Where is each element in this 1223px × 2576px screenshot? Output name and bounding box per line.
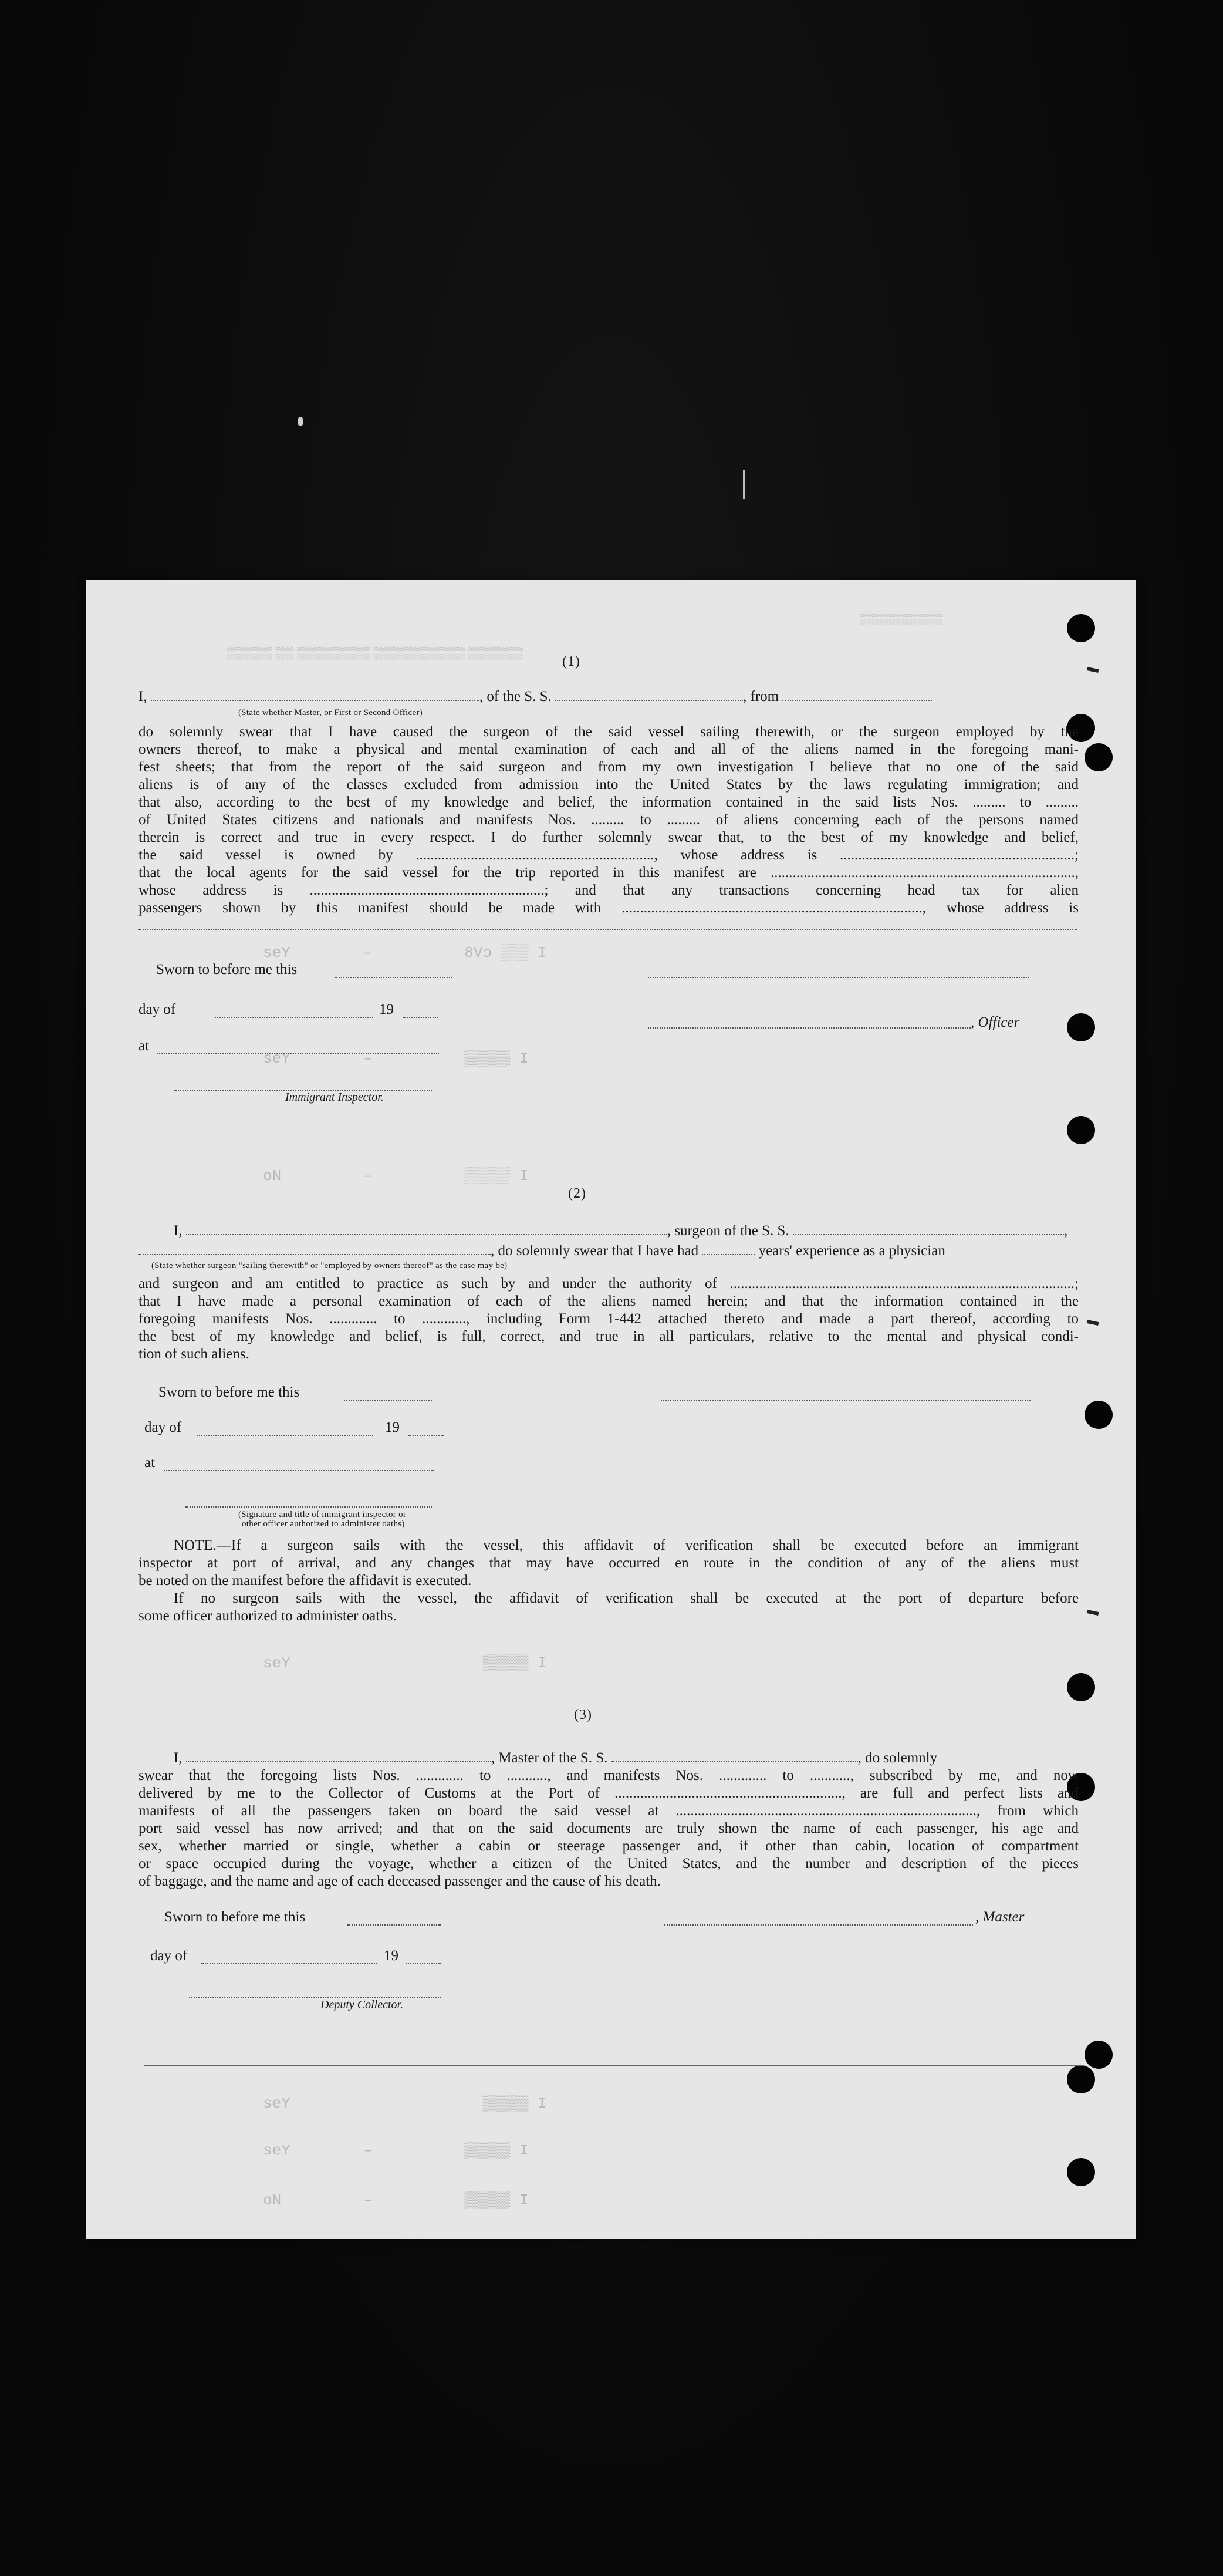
oath-text-line: fest sheets; that from the report of the said surgeon and from my own investigation I believe that no one of the said <box>138 759 1079 775</box>
officer-signature-field[interactable] <box>648 976 1029 978</box>
punch-hole <box>1067 1673 1095 1701</box>
from-label: , from <box>743 689 779 704</box>
oath-text-line: and surgeon and am entitled to practice as such by and under the authority of ..............................................................................................; <box>138 1276 1079 1292</box>
surgeon-caption: (State whether surgeon "sailing therewith" or "employed by owners thereof" as the case may be) <box>151 1261 508 1270</box>
oath-text-line: do solemnly swear that I have caused the surgeon of the said vessel sailing therewith, or the surgeon employed by the <box>138 724 1079 740</box>
at-label: at <box>144 1455 156 1471</box>
surgeon-label: , surgeon of the S. S. <box>667 1223 789 1239</box>
years-label: years' experience as a physician <box>758 1243 945 1259</box>
day-of-label: day of <box>144 1420 182 1435</box>
sworn-label: Sworn to before me this <box>164 1909 306 1925</box>
address-continuation-field[interactable] <box>138 928 1077 930</box>
edge-mark <box>1087 1610 1099 1616</box>
years-field[interactable] <box>702 1243 755 1255</box>
bottom-rule <box>144 2065 1083 2066</box>
oath-text-line: delivered by me to the Collector of Customs at the Port of .............................................................., are full and perfect lists and <box>138 1785 1079 1801</box>
master-signature-field[interactable] <box>664 1923 973 1926</box>
bleed-through-text: seY – ▒▒▒▒▒ I <box>263 2142 529 2159</box>
vessel-label: , of the S. S. <box>479 689 552 704</box>
year-label: 19 <box>385 1420 400 1435</box>
bleed-through-text: seY ▒▒▒▒▒ I <box>263 2095 547 2112</box>
year-label: 19 <box>379 1002 394 1017</box>
year-field[interactable] <box>406 1962 441 1964</box>
year-field[interactable] <box>408 1434 444 1436</box>
swear-label: , do solemnly <box>857 1750 938 1766</box>
signature-caption: other officer authorized to administer oaths) <box>242 1519 405 1529</box>
punch-hole <box>1067 2065 1095 2093</box>
punch-hole <box>1085 1401 1113 1429</box>
swear-label: , do solemnly swear that I have had <box>491 1243 699 1259</box>
note-text: —If a surgeon sails with the vessel, this affidavit of verification shall be executed before an immigrant <box>216 1537 1079 1553</box>
at-label: at <box>138 1038 150 1054</box>
edge-mark <box>1087 667 1099 673</box>
oath-text-line: of United States citizens and nationals and manifests Nos. ......... to ......... of aliens concerning each of the persons named <box>138 812 1079 828</box>
surgeon-oath-line: I, , surgeon of the S. S. , <box>174 1223 1068 1239</box>
oath-text-line: that also, according to the best of my knowledge and belief, the information contained in the said lists Nos. ......... to ......... <box>138 794 1079 810</box>
collector-signature-field[interactable] <box>189 1996 441 1998</box>
bleed-through-text: oN – ▒▒▒▒▒ I <box>263 1167 529 1185</box>
oath-text-line: manifests of all the passengers taken on board the said vessel at .................................................................................., from which <box>138 1803 1079 1819</box>
oath-text-line: aliens is of any of the classes excluded from admission into the United States by the laws regulating immigration; and <box>138 777 1079 793</box>
vessel-name-field[interactable] <box>555 689 743 701</box>
bleed-through-text: oN – ▒▒▒▒▒ I <box>263 2191 529 2209</box>
section-3-number: (3) <box>574 1707 592 1722</box>
bleed-through-text: seY – ▒▒▒▒▒ I <box>263 1050 529 1067</box>
authority-signature-field[interactable] <box>185 1505 432 1508</box>
note-line: If no surgeon sails with the vessel, the affidavit of verification shall be executed at the port of departure before <box>174 1590 1079 1606</box>
year-label: 19 <box>384 1948 398 1964</box>
departure-port-field[interactable] <box>782 689 932 701</box>
collector-title: Deputy Collector. <box>320 1998 404 2011</box>
oath-text-line: foregoing manifests Nos. ............. to ............, including Form 1-442 attached thereto and made a part thereof, according to <box>138 1311 1079 1327</box>
pronoun-label: I, <box>174 1750 183 1766</box>
sworn-label: Sworn to before me this <box>158 1384 300 1400</box>
month-field[interactable] <box>201 1962 377 1964</box>
oath-text-line: that the local agents for the said vessel for the trip reported in this manifest are ..................................................................................., <box>138 865 1079 881</box>
sworn-label: Sworn to before me this <box>156 962 298 977</box>
section-1-number: (1) <box>562 654 580 669</box>
sworn-date-field[interactable] <box>347 1923 441 1926</box>
officer-caption: (State whether Master, or First or Second Officer) <box>238 708 423 717</box>
oath-text-line: therein is correct and true in every respect. I do further solemnly swear that, to the best of my knowledge and belief, <box>138 830 1079 845</box>
oath-text-line: or space occupied during the voyage, whether a citizen of the United States, and the number and description of the pieces <box>138 1856 1079 1872</box>
vessel-name-field[interactable] <box>793 1223 1064 1235</box>
oath-text-line: the said vessel is owned by ................................................................., whose address is ................................................................; <box>138 847 1079 863</box>
scan-mark <box>298 417 303 426</box>
master-oath-line <box>174 1748 937 1768</box>
master-name-field[interactable] <box>186 1751 491 1762</box>
note-line: be noted on the manifest before the affidavit is executed. <box>138 1573 472 1589</box>
sworn-date-field[interactable] <box>344 1398 432 1401</box>
oath-text-line: whose address is ................................................................; and that any transactions concerning head tax for alien <box>138 882 1079 898</box>
year-field[interactable] <box>403 1016 438 1018</box>
note-line: inspector at port of arrival, and any changes that may have occurred en route in the condition of any of the aliens must <box>138 1555 1079 1571</box>
oath-text-line: passengers shown by this manifest should be made with .................................................................................., whose address is <box>138 900 1079 916</box>
officer-name-field[interactable] <box>151 689 479 701</box>
punch-hole <box>1085 743 1113 771</box>
oath-text-line: port said vessel has now arrived; and that on the said documents are truly shown the name of each passenger, his age and <box>138 1820 1079 1836</box>
sworn-date-field[interactable] <box>335 976 452 978</box>
pronoun-label: I, <box>138 689 147 704</box>
surgeon-status-field[interactable] <box>138 1243 491 1255</box>
day-of-label: day of <box>138 1002 176 1017</box>
oath-text-line: sex, whether married or single, whether a cabin or steerage passenger and, if other than cabin, location of compartment <box>138 1838 1079 1854</box>
faded-header-text: ▒▒▒▒▒ ▒▒ ▒▒▒▒▒▒▒▒ ▒▒▒▒▒▒▒▒▒▒ ▒▒▒▒▒▒ <box>227 645 523 659</box>
oath-text-line: the best of my knowledge and belief, is full, correct, and true in all particulars, relative to the mental and physical condi- <box>138 1329 1079 1344</box>
punch-hole <box>1085 2041 1113 2069</box>
vessel-name-field[interactable] <box>612 1751 858 1762</box>
surgeon-signature-field[interactable] <box>661 1398 1031 1401</box>
note-label: NOTE. <box>174 1537 217 1553</box>
bleed-through-text: seY ▒▒▒▒▒ I <box>263 1654 547 1672</box>
faded-header-text: ▒▒▒▒▒▒▒▒▒ <box>860 609 943 624</box>
officer-title: , Officer <box>971 1014 1020 1030</box>
note-line <box>174 1536 1079 1556</box>
punch-hole <box>1067 1116 1095 1144</box>
oath-text-line: of baggage, and the name and age of each deceased passenger and the cause of his death. <box>138 1873 661 1889</box>
punch-hole <box>1067 1013 1095 1041</box>
surgeon-experience-line <box>138 1241 945 1261</box>
officer-oath-line <box>138 687 932 707</box>
edge-mark <box>1087 1320 1099 1326</box>
master-label: , Master of the S. S. <box>491 1750 608 1766</box>
surgeon-name-field[interactable] <box>186 1223 667 1235</box>
signature-caption: (Signature and title of immigrant inspector or <box>238 1510 407 1519</box>
punch-hole <box>1067 2158 1095 2186</box>
place-field[interactable] <box>157 1052 439 1054</box>
punch-hole <box>1067 614 1095 642</box>
month-field[interactable] <box>197 1434 373 1436</box>
oath-text-line: tion of such aliens. <box>138 1346 249 1362</box>
oath-text-line: owners thereof, to make a physical and mental examination of each and all of the aliens named in the foregoing mani- <box>138 741 1079 757</box>
master-title: , Master <box>975 1909 1025 1925</box>
day-of-label: day of <box>150 1948 188 1964</box>
officer-title-field[interactable] <box>648 1026 971 1029</box>
inspector-title: Immigrant Inspector. <box>285 1091 384 1104</box>
bleed-through-text: seY – 8Vɔ ▒▒▒ I <box>263 944 547 962</box>
scan-mark <box>743 470 745 499</box>
section-2-number: (2) <box>568 1186 586 1201</box>
manifest-page <box>86 580 1136 2239</box>
place-field[interactable] <box>164 1469 434 1471</box>
oath-text-line: swear that the foregoing lists Nos. ............. to ..........., and manifests Nos. ............. to ..........., subscribed by me, and now <box>138 1768 1079 1783</box>
pronoun-label: I, <box>174 1223 183 1239</box>
note-line: some officer authorized to administer oaths. <box>138 1608 397 1624</box>
oath-text-line: that I have made a personal examination of each of the aliens named herein; and that the information contained in the <box>138 1293 1079 1309</box>
month-field[interactable] <box>215 1016 373 1018</box>
